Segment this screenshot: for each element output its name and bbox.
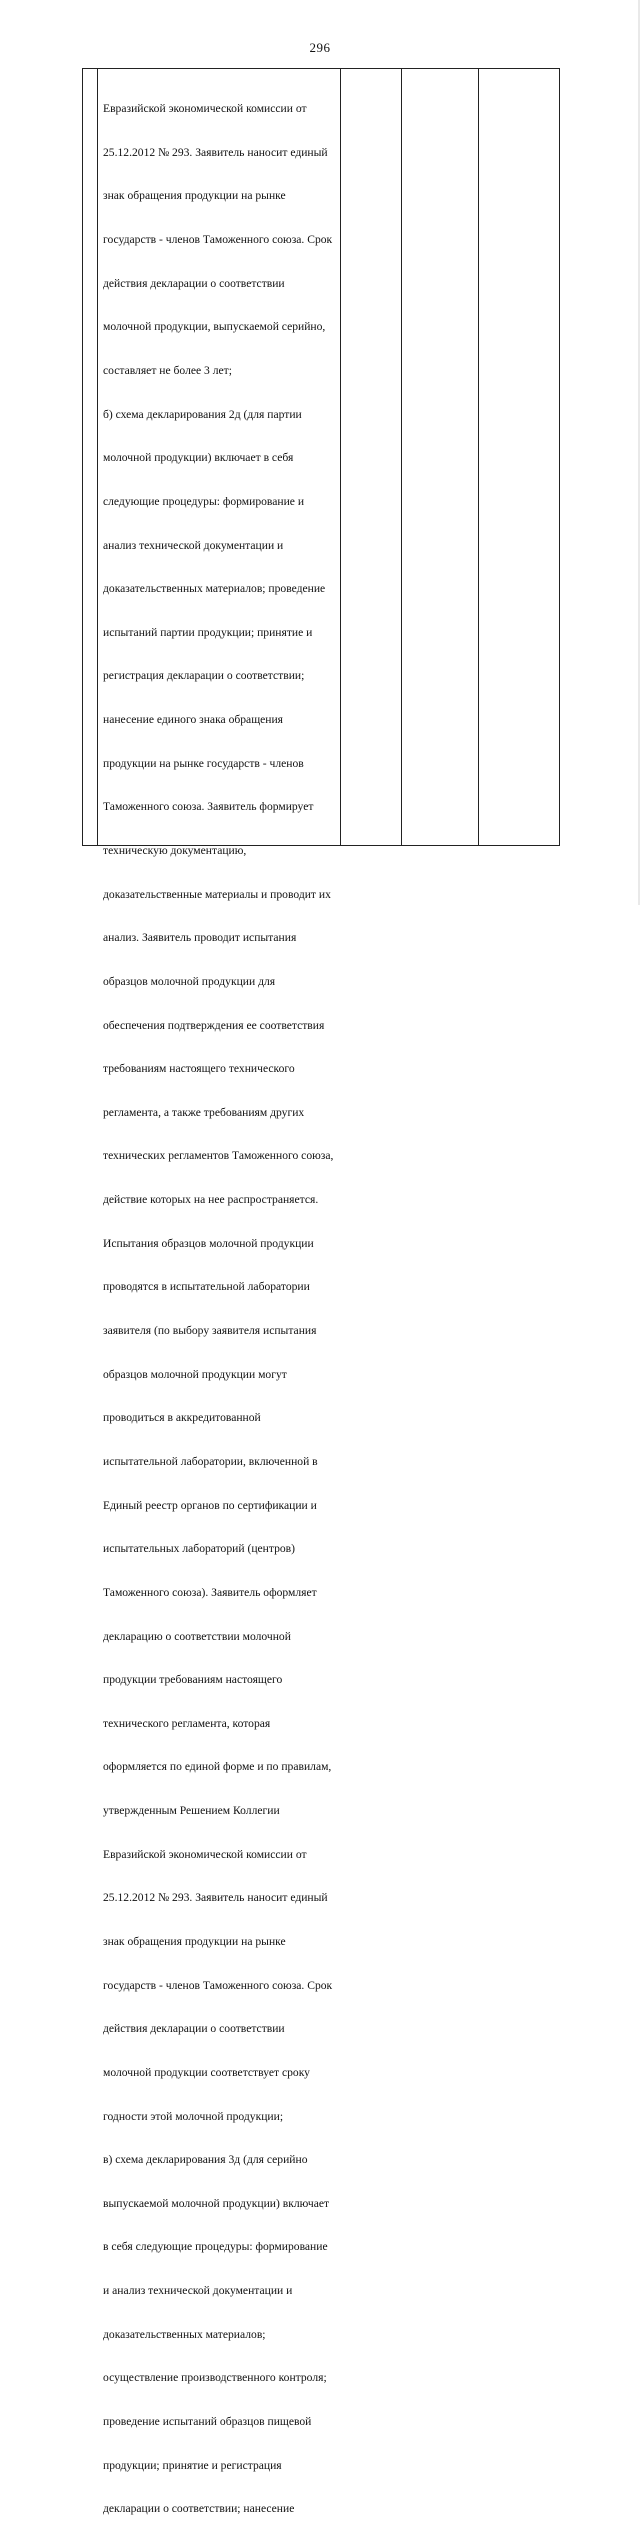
table-column-divider [97, 69, 98, 845]
text-line: заявителя (по выбору заявителя испытания [103, 1324, 317, 1338]
table-column-divider [478, 69, 479, 845]
text-line: технических регламентов Таможенного союза, [103, 1149, 334, 1163]
text-line: нанесение единого знака обращения [103, 713, 284, 727]
text-line: регламента, а также требованиям других [103, 1105, 305, 1119]
text-line: Таможенного союза). Заявитель оформляет [103, 1585, 317, 1599]
text-line: Евразийской экономической комиссии от [103, 1847, 307, 1861]
table-column-divider [340, 69, 341, 845]
text-line: регистрация декларации о соответствии; [103, 669, 305, 683]
text-line: б) схема декларирования 2д (для партии [103, 407, 302, 421]
text-line: молочной продукции) включает в себя [103, 451, 294, 465]
text-line: испытательных лабораторий (центров) [103, 1542, 296, 1556]
text-line: анализ. Заявитель проводит испытания [103, 931, 297, 945]
text-line: Единый реестр органов по сертификации и [103, 1498, 317, 1512]
text-line: оформляется по единой форме и по правилам, [103, 1760, 332, 1774]
text-line: государств - членов Таможенного союза. Срок [103, 1978, 333, 1992]
text-line: в) схема декларирования 3д (для серийно [103, 2153, 308, 2167]
text-line: Таможенного союза. Заявитель формирует [103, 800, 314, 814]
text-line: требованиям настоящего технического [103, 1062, 295, 1076]
text-line: продукции требованиям настоящего [103, 1673, 283, 1687]
text-line: Испытания образцов молочной продукции [103, 1236, 314, 1250]
document-table [82, 68, 560, 2516]
text-line: действия декларации о соответствии [103, 276, 285, 290]
text-line: действие которых на нее распространяется. [103, 1193, 319, 1207]
text-line: образцов молочной продукции могут [103, 1367, 287, 1381]
text-line: испытаний партии продукции; принятие и [103, 625, 313, 639]
text-line: образцов молочной продукции для [103, 974, 276, 988]
text-line: продукции на рынке государств - членов [103, 756, 304, 770]
text-line: годности этой молочной продукции; [103, 2109, 284, 2123]
text-line: молочной продукции, выпускаемой серийно, [103, 320, 326, 334]
page-number: 296 [309, 40, 331, 55]
text-line: действия декларации о соответствии [103, 2022, 285, 2036]
text-line: продукции; принятие и регистрация [103, 2458, 282, 2472]
text-line: техническую документацию, [103, 843, 247, 857]
text-line: доказательственные материалы и проводит их [103, 887, 331, 901]
text-line: следующие процедуры: формирование и [103, 494, 305, 508]
text-line: молочной продукции соответствует сроку [103, 2065, 310, 2079]
text-line: технического регламента, которая [103, 1716, 271, 1730]
text-line: знак обращения продукции на рынке [103, 189, 286, 203]
text-line: осуществление производственного контроля; [103, 2371, 327, 2385]
text-line: государств - членов Таможенного союза. Срок [103, 233, 333, 247]
table-column-divider [401, 69, 402, 845]
text-line: декларации о соответствии; нанесение [103, 2502, 295, 2516]
text-line: 25.12.2012 № 293. Заявитель наносит единый [103, 145, 328, 159]
text-line: анализ технической документации и [103, 538, 284, 552]
text-line: доказательственных материалов; [103, 2327, 266, 2341]
text-line: проводятся в испытательной лаборатории [103, 1280, 310, 1294]
text-line: проведение испытаний образцов пищевой [103, 2415, 312, 2429]
text-line: в себя следующие процедуры: формирование [103, 2240, 328, 2254]
text-line: 25.12.2012 № 293. Заявитель наносит единый [103, 1891, 328, 1905]
text-line: испытательной лаборатории, включенной в [103, 1454, 318, 1468]
text-line: утвержденным Решением Коллегии [103, 1804, 280, 1818]
text-line: проводиться в аккредитованной [103, 1411, 261, 1425]
text-line: доказательственных материалов; проведение [103, 582, 326, 596]
text-line: декларацию о соответствии молочной [103, 1629, 291, 1643]
text-line: Евразийской экономической комиссии от [103, 102, 307, 116]
text-line: составляет не более 3 лет; [103, 363, 232, 377]
text-line: обеспечения подтверждения ее соответствия [103, 1018, 325, 1032]
text-line: знак обращения продукции на рынке [103, 1935, 286, 1948]
table-text-cell [103, 73, 337, 2546]
text-line: и анализ технической документации и [103, 2284, 293, 2298]
text-line: выпускаемой молочной продукции) включает [103, 2196, 330, 2210]
